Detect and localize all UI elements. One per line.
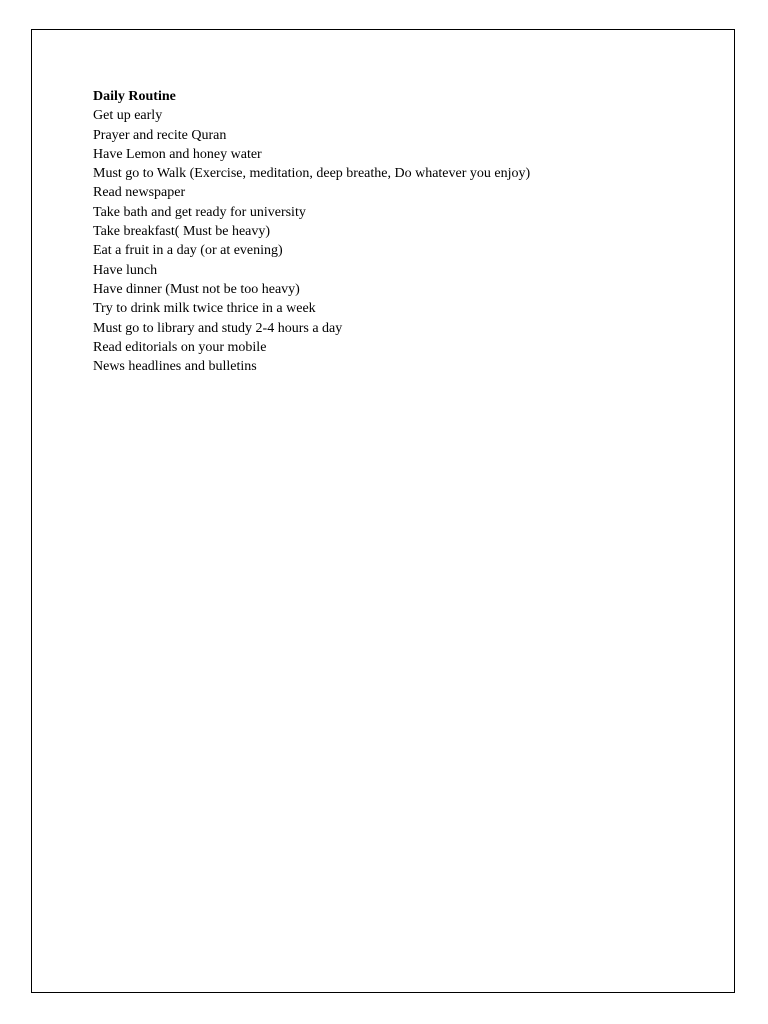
- routine-line: Must go to library and study 2-4 hours a day: [93, 320, 343, 336]
- routine-line: Try to drink milk twice thrice in a week: [93, 301, 316, 317]
- routine-line: Read editorials on your mobile: [93, 339, 267, 355]
- routine-line: Read newspaper: [93, 185, 186, 201]
- routine-line: Take bath and get ready for university: [93, 204, 306, 220]
- routine-line: Must go to Walk (Exercise, meditation, deep breathe, Do whatever you enjoy): [93, 166, 531, 182]
- routine-line: Take breakfast( Must be heavy): [93, 224, 271, 240]
- routine-line: Eat a fruit in a day (or at evening): [93, 243, 283, 259]
- routine-line: Have Lemon and honey water: [93, 146, 262, 162]
- routine-line: Get up early: [93, 108, 163, 124]
- routine-line: Prayer and recite Quran: [93, 127, 227, 143]
- document-page: [31, 29, 735, 993]
- routine-line: Have lunch: [93, 262, 158, 278]
- document-title: Daily Routine: [93, 89, 176, 104]
- document-body: [93, 87, 530, 376]
- routine-line: Have dinner (Must not be too heavy): [93, 281, 300, 297]
- routine-line: News headlines and bulletins: [93, 359, 257, 375]
